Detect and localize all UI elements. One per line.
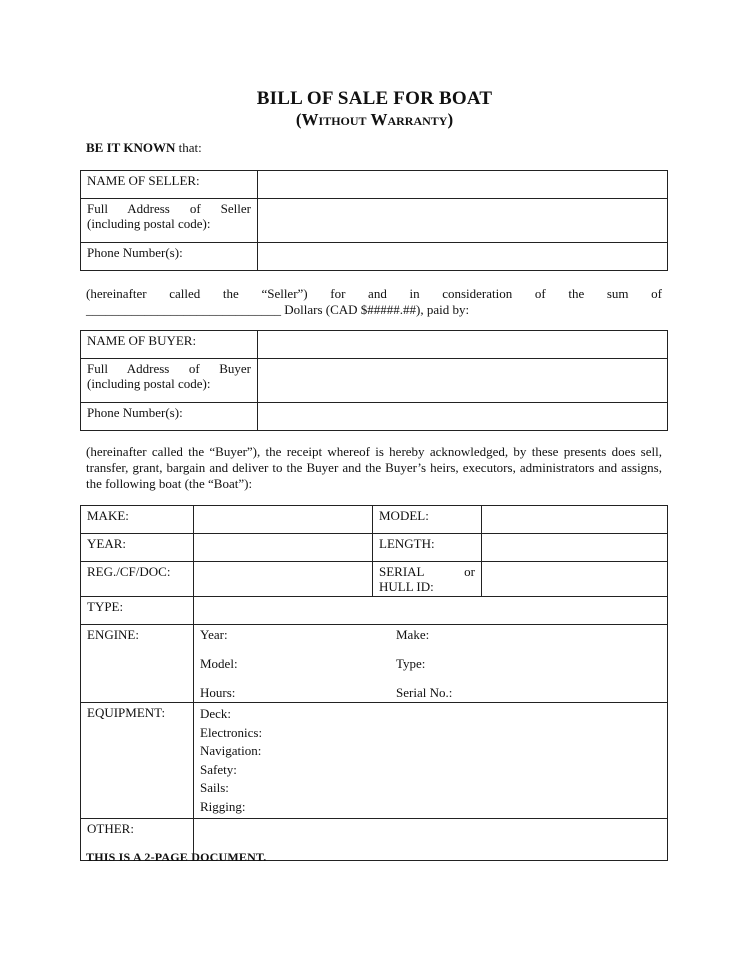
buyer-name-field[interactable] bbox=[258, 331, 668, 359]
be-it-known-line bbox=[86, 140, 202, 156]
make-field[interactable] bbox=[194, 506, 373, 534]
year-field[interactable] bbox=[194, 534, 373, 562]
type-label: TYPE: bbox=[81, 597, 194, 625]
length-label: LENGTH: bbox=[373, 534, 482, 562]
be-it-known-bold: BE IT KNOWN bbox=[86, 140, 176, 155]
consideration-line-2: ______________________________ Dollars (CAD $#####.##), paid by: bbox=[86, 302, 470, 317]
model-label: MODEL: bbox=[373, 506, 482, 534]
equipment-safety-label: Safety: bbox=[200, 761, 237, 777]
model-field[interactable] bbox=[482, 506, 668, 534]
engine-year-label: Year: bbox=[200, 627, 228, 642]
engine-model-label: Model: bbox=[200, 656, 238, 671]
engine-label: ENGINE: bbox=[81, 625, 194, 703]
page-count-note: THIS IS A 2-PAGE DOCUMENT. bbox=[86, 850, 267, 864]
buyer-address-label: Full Address of Buyer (including postal code): bbox=[81, 359, 258, 403]
buyer-phone-label: Phone Number(s): bbox=[81, 403, 258, 431]
seller-phone-label: Phone Number(s): bbox=[81, 243, 258, 271]
equipment-sails-label: Sails: bbox=[200, 780, 229, 795]
equipment-navigation-label: Navigation: bbox=[200, 743, 262, 758]
engine-details bbox=[194, 625, 668, 703]
engine-make-label: Make: bbox=[396, 627, 430, 642]
equipment-label: EQUIPMENT: bbox=[81, 703, 194, 819]
document-subtitle: (Without Warranty) bbox=[295, 110, 454, 129]
seller-name-label: NAME OF SELLER: bbox=[81, 171, 258, 199]
other-label: OTHER: bbox=[81, 819, 194, 861]
engine-serial-label: Serial No.: bbox=[396, 685, 453, 700]
type-field[interactable] bbox=[194, 597, 668, 625]
equipment-electronics-label: Electronics: bbox=[200, 724, 263, 740]
seller-phone-field[interactable] bbox=[258, 243, 668, 271]
equipment-deck-label: Deck: bbox=[200, 706, 232, 721]
be-it-known-rest: that: bbox=[175, 140, 202, 155]
buyer-paragraph: (hereinafter called the “Buyer”), the receipt whereof is hereby acknowledged, by these presents does sell, transfer, grant, bargain and deliver to the Buyer and the Buyer’s heirs, executors, administrators and assigns, the following boat (the “Boat”): bbox=[86, 444, 662, 491]
equipment-rigging-label: Rigging: bbox=[200, 798, 246, 814]
seller-address-label: Full Address of Seller (including postal code): bbox=[81, 199, 258, 243]
buyer-phone-field[interactable] bbox=[258, 403, 668, 431]
reg-field[interactable] bbox=[194, 562, 373, 597]
document-title: BILL OF SALE FOR BOAT bbox=[256, 88, 493, 109]
seller-table bbox=[80, 170, 668, 271]
buyer-name-label: NAME OF BUYER: bbox=[81, 331, 258, 359]
buyer-address-field[interactable] bbox=[258, 359, 668, 403]
seller-name-field[interactable] bbox=[258, 171, 668, 199]
engine-hours-label: Hours: bbox=[200, 685, 236, 700]
equipment-details bbox=[194, 703, 668, 819]
serial-field[interactable] bbox=[482, 562, 668, 597]
engine-type-label: Type: bbox=[396, 656, 426, 671]
consideration-line-1: (hereinafter called the “Seller”) for and in consideration of the sum of bbox=[86, 286, 662, 301]
length-field[interactable] bbox=[482, 534, 668, 562]
serial-label: SERIAL or HULL ID: bbox=[373, 562, 482, 597]
make-label: MAKE: bbox=[81, 506, 194, 534]
seller-address-field[interactable] bbox=[258, 199, 668, 243]
year-label: YEAR: bbox=[81, 534, 194, 562]
buyer-table bbox=[80, 330, 668, 431]
reg-label: REG./CF/DOC: bbox=[81, 562, 194, 597]
boat-table bbox=[80, 505, 668, 861]
